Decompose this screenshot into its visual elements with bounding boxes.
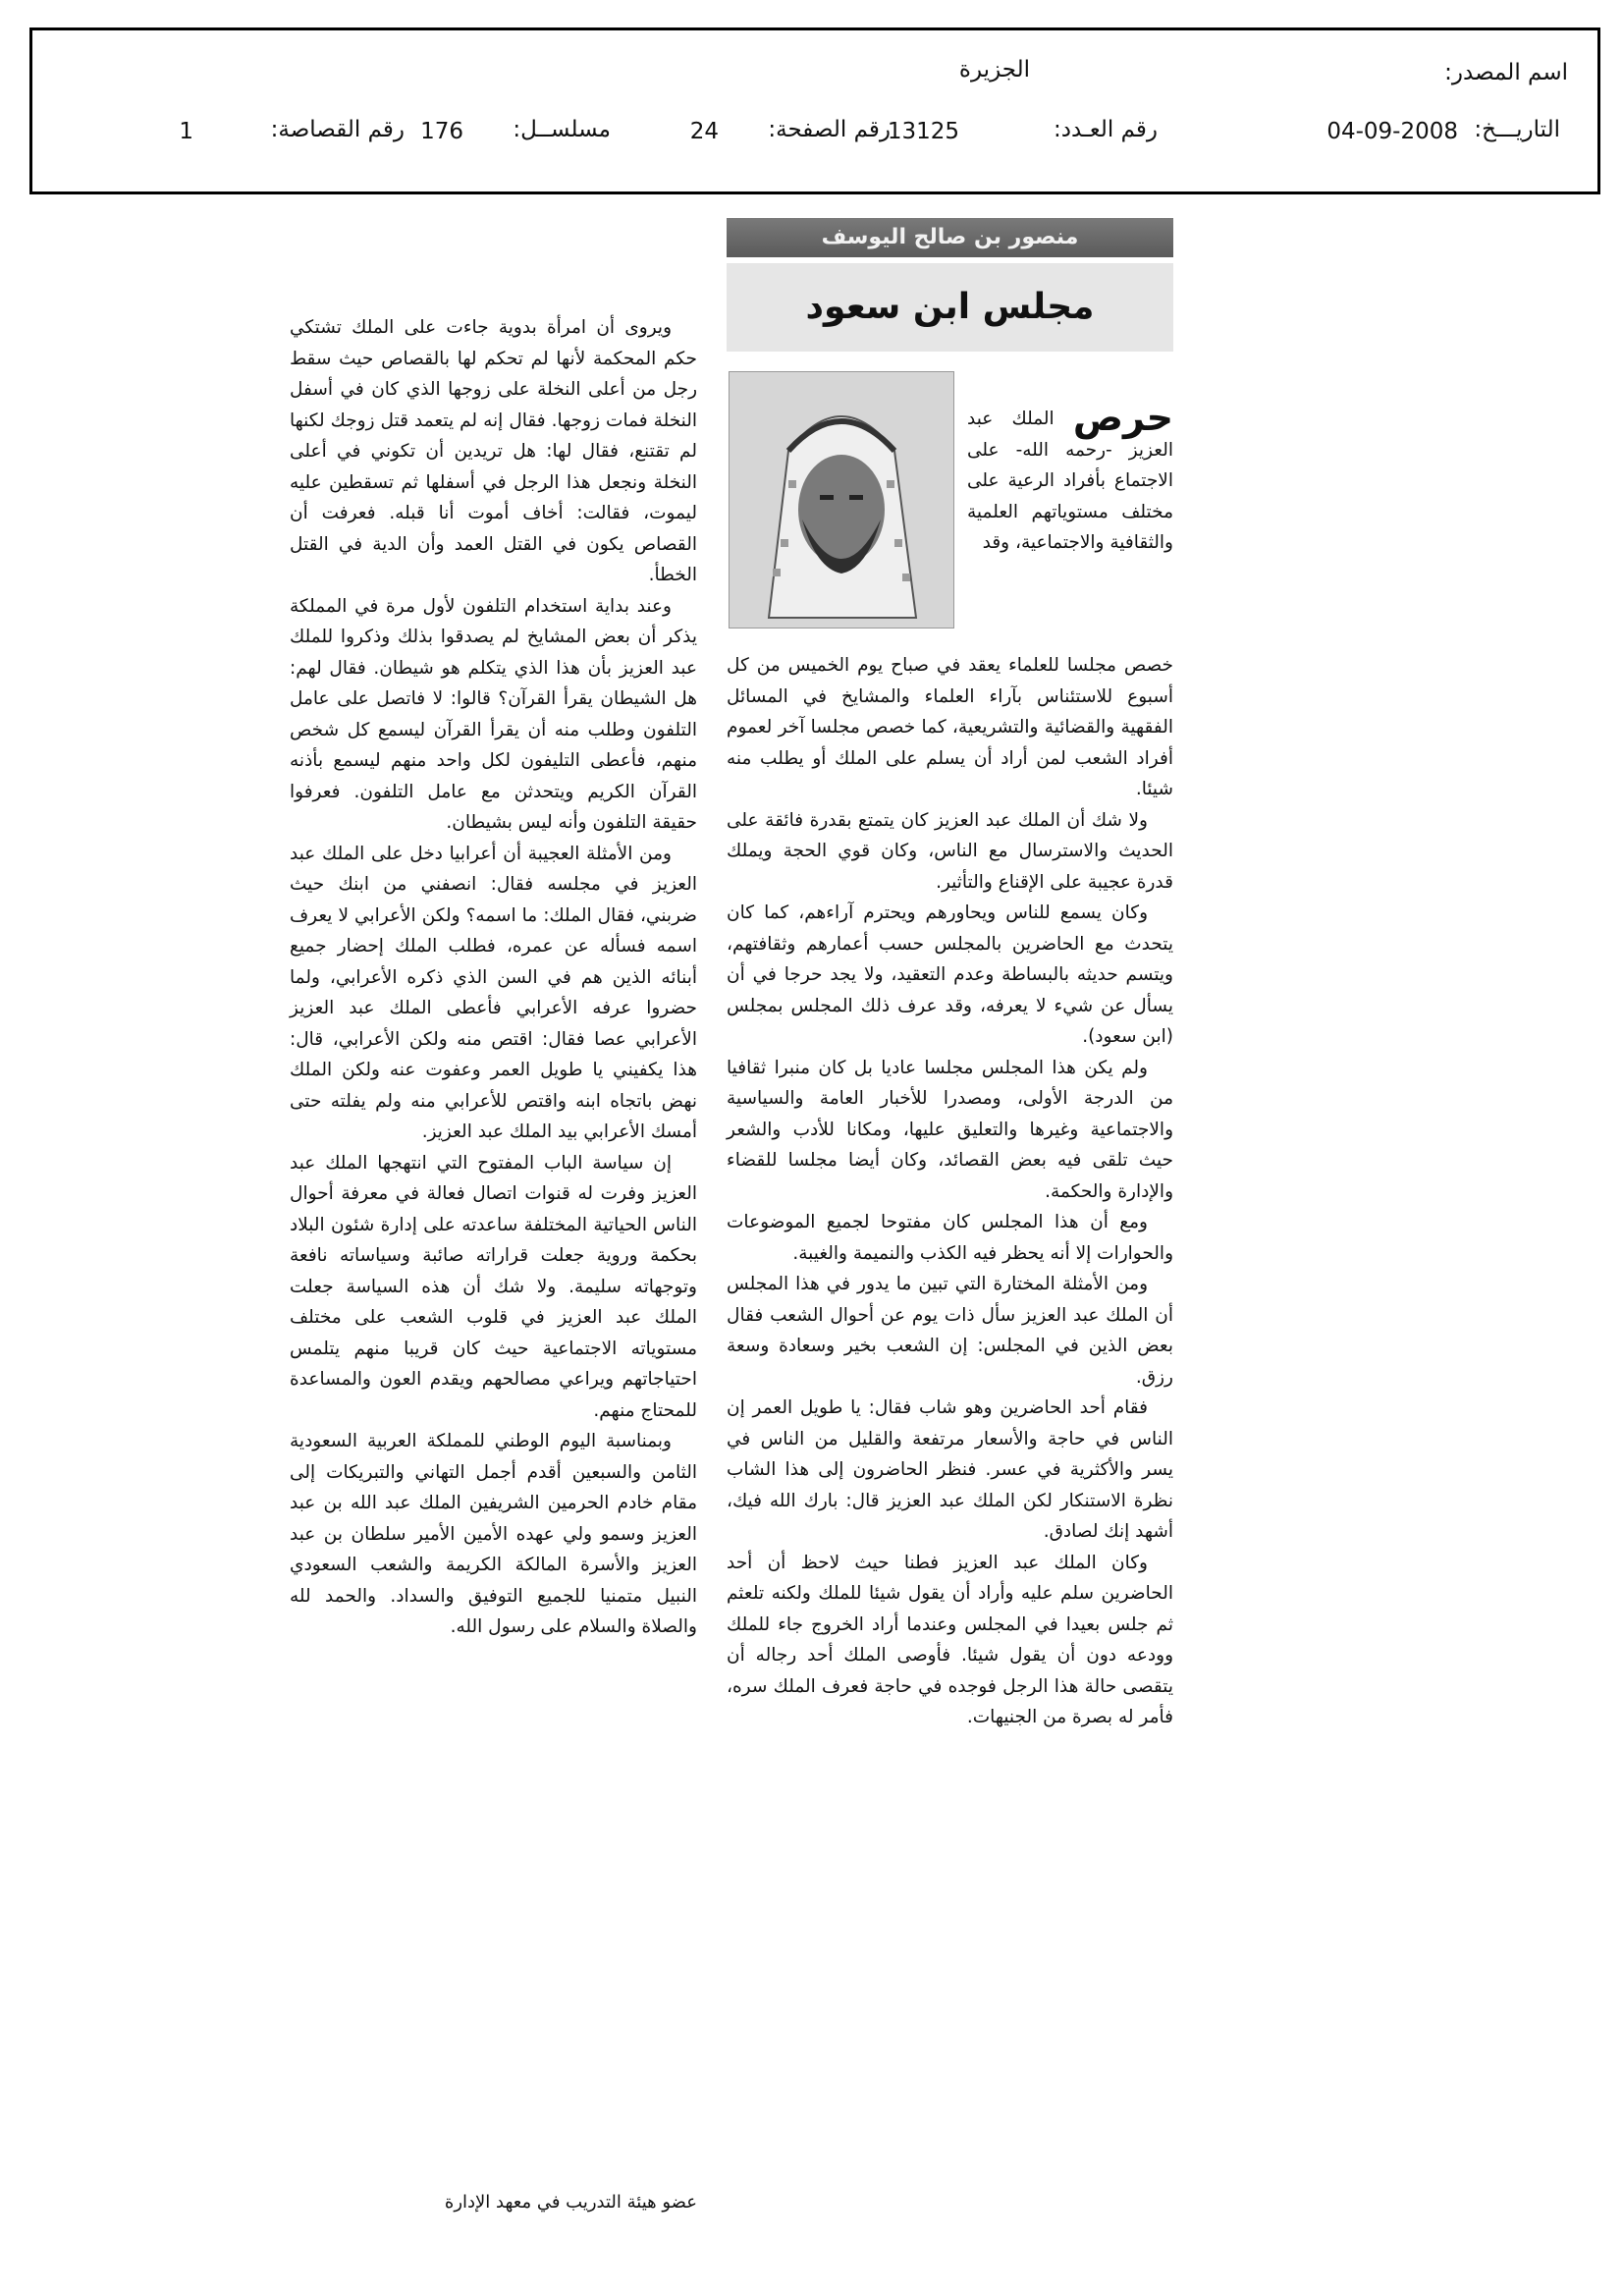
page-label: رقم الصفحة: [768, 117, 891, 142]
paragraph: وعند بداية استخدام التلفون لأول مرة في المملكة يذكر أن بعض المشايخ لم يصدقوا بذلك وذكروا للملك عبد العزيز بأن هذا الذي يتكلم هو شيطان. فقال لهم: هل الشيطان يقرأ القرآن؟ قالوا: لا فاتصل على عامل التلفون وطلب منه أن يقرأ القرآن ليسمع كل شخص منهم، فأعطى التليفون لكل واحد منهم ليسمع بأذنه القرآن الكريم ويتحدثن مع عامل التلفون. فعرفوا حقيقة التلفون وأنه ليس بشيطان. [290, 595, 697, 833]
clipping-header [29, 27, 1600, 194]
right-column [727, 650, 1173, 1733]
issue-label: رقم العـدد: [1053, 117, 1158, 142]
issue-value: 13125 [887, 119, 959, 144]
lead-word: حرص [1072, 396, 1173, 439]
date-value: 04-09-2008 [1326, 119, 1458, 144]
serial-label: مسلســل: [513, 117, 611, 142]
serial-value: 176 [420, 119, 463, 144]
paragraph: ومع أن هذا المجلس كان مفتوحا لجميع الموضوعات والحوارات إلا أنه يحظر فيه الكذب والنميمة والغيبة. [727, 1212, 1173, 1264]
article-title: مجلس ابن سعود [727, 263, 1173, 352]
date-label: التاريـــخ: [1474, 117, 1560, 142]
page-value: 24 [689, 119, 719, 144]
author-portrait-icon [729, 371, 954, 629]
paragraph: ولا شك أن الملك عبد العزيز كان يتمتع بقدرة فائقة على الحديث والاسترسال مع الناس، وكان قوي الحجة ويملك قدرة عجيبة على الإقناع والتأثير. [727, 809, 1173, 893]
author-byline: منصور بن صالح اليوسف [727, 218, 1173, 257]
paragraph: وبمناسبة اليوم الوطني للمملكة العربية السعودية الثامن والسبعين أقدم أجمل التهاني والتبريكات إلى مقام خادم الحرمين الشريفين الملك عبد الله بن عبد العزيز وسمو ولي عهده الأمين الأمير سلطان بن عبد العزيز والأسرة المالكة الكريمة والشعب السعودي النبيل متمنيا للجميع التوفيق والسداد. والحمد لله والصلاة والسلام على رسول الله. [290, 1431, 697, 1637]
paragraph: إن سياسة الباب المفتوح التي انتهجها الملك عبد العزيز وفرت له قنوات اتصال فعالة في معرفة أحوال الناس الحياتية المختلفة ساعدته على إدارة شئون البلاد بحكمة وروية جعلت قراراته صائبة وسياساته نافعة وتوجهاته سليمة. ولا شك أن هذه السياسة جعلت الملك عبد العزيز في قلوب الشعب على مختلف مستوياته الاجتماعية حيث كان قريبا منهم يتلمس احتياجاتهم ويراعي مصالحهم ويقدم العون والمساعدة للمحتاج منهم. [290, 1152, 697, 1421]
paragraph: وكان الملك عبد العزيز فطنا حيث لاحظ أن أحد الحاضرين سلم عليه وأراد أن يقول شيئا للملك ولكنه تلعثم ثم جلس بعيدا في المجلس وعندما أراد الخروج جاء للملك وودعه دون أن يقول شيئا. فأوصى الملك أحد رجاله أن يتقصى حالة هذا الرجل فوجده في حاجة فعرف الملك سره، فأمر له بصرة من الجنيهات. [727, 1552, 1173, 1727]
source-label: اسم المصدر: [1444, 60, 1568, 85]
author-footnote: عضو هيئة التدريب في معهد الإدارة [444, 2192, 697, 2213]
article-lead [967, 396, 1173, 559]
clip-label: رقم القصاصة: [270, 117, 405, 142]
paragraph: ومن الأمثلة المختارة التي تبين ما يدور في هذا المجلس أن الملك عبد العزيز سأل ذات يوم عن أحوال الشعب فقال بعض الذين في المجلس: إن الشعب بخير وسعادة وسعة رزق. [727, 1274, 1173, 1388]
left-column [290, 312, 697, 1643]
paragraph: ويروى أن امرأة بدوية جاءت على الملك تشتكي حكم المحكمة لأنها لم تحكم لها بالقصاص حيث سقط رجل من أعلى النخلة على زوجها الذي كان في أسفل النخلة فمات زوجها. فقال إنه لم يتعمد قتل زوجك لكنها لم تقتنع، فقال لها: هل تريدين أن تكوني في أعلى النخلة ونجعل هذا الرجل في أسفلها ثم تسقطين عليه ليموت، فقالت: أخاف أموت أنا قبله. فعرفت أن القصاص يكون في القتل العمد وأن الدية في القتل الخطأ. [290, 317, 697, 585]
paragraph: وكان يسمع للناس ويحاورهم ويحترم آراءهم، كما كان يتحدث مع الحاضرين بالمجلس حسب أعمارهم وثقافتهم، ويتسم حديثه بالبساطة وعدم التعقيد، ولا يجد حرجا في أن يسأل عن شيء لا يعرفه، وقد عرف ذلك المجلس بمجلس (ابن سعود). [727, 902, 1173, 1047]
portrait-svg [730, 372, 953, 628]
lead-text: الملك عبد العزيز -رحمه الله- على الاجتماع بأفراد الرعية على مختلف مستوياتهم العلمية والثقافية والاجتماعية، وقد [967, 409, 1173, 553]
paragraph: خصص مجلسا للعلماء يعقد في صباح يوم الخميس من كل أسبوع للاستئناس بآراء العلماء والمشايخ في المسائل الفقهية والقضائية والتشريعية، كما خصص مجلسا آخر لعموم أفراد الشعب لمن أراد أن يسلم على الملك أو يطلب منه شيئا. [727, 655, 1173, 799]
source-value: الجزيرة [958, 57, 1030, 82]
paragraph: ولم يكن هذا المجلس مجلسا عاديا بل كان منبرا ثقافيا من الدرجة الأولى، ومصدرا للأخبار العامة والسياسية والاجتماعية وغيرها والتعليق عليها، ومكانا للأدب والشعر حيث تلقى فيه بعض القصائد، وكان أيضا مجلسا للقضاء والإدارة والحكمة. [727, 1057, 1173, 1202]
clip-value: 1 [179, 119, 193, 144]
paragraph: فقام أحد الحاضرين وهو شاب فقال: يا طويل العمر إن الناس في حاجة والأسعار مرتفعة والقليل من الناس في يسر والأكثرية في عسر. فنظر الحاضرون إلى هذا الشاب نظرة الاستنكار لكن الملك عبد العزيز قال: بارك الله فيك، أشهد إنك لصادق. [727, 1397, 1173, 1542]
paragraph: ومن الأمثلة العجيبة أن أعرابيا دخل على الملك عبد العزيز في مجلسه فقال: انصفني من ابنك حيث ضربني، فقال الملك: ما اسمه؟ ولكن الأعرابي لا يعرف اسمه فسأله عن عمره، فطلب الملك إحضار جميع أبنائه الذين هم في السن الذي ذكره الأعرابي، ولما حضروا عرفه الأعرابي فأعطى الملك عبد العزيز الأعرابي عصا فقال: اقتص منه ولكن الأعرابي، قال: هذا يكفيني يا طويل العمر وعفوت عنه ولكن الملك نهض باتجاه ابنه واقتص للأعرابي منه ولم يفلته حتى أمسك الأعرابي بيد الملك عبد العزيز. [290, 843, 697, 1142]
